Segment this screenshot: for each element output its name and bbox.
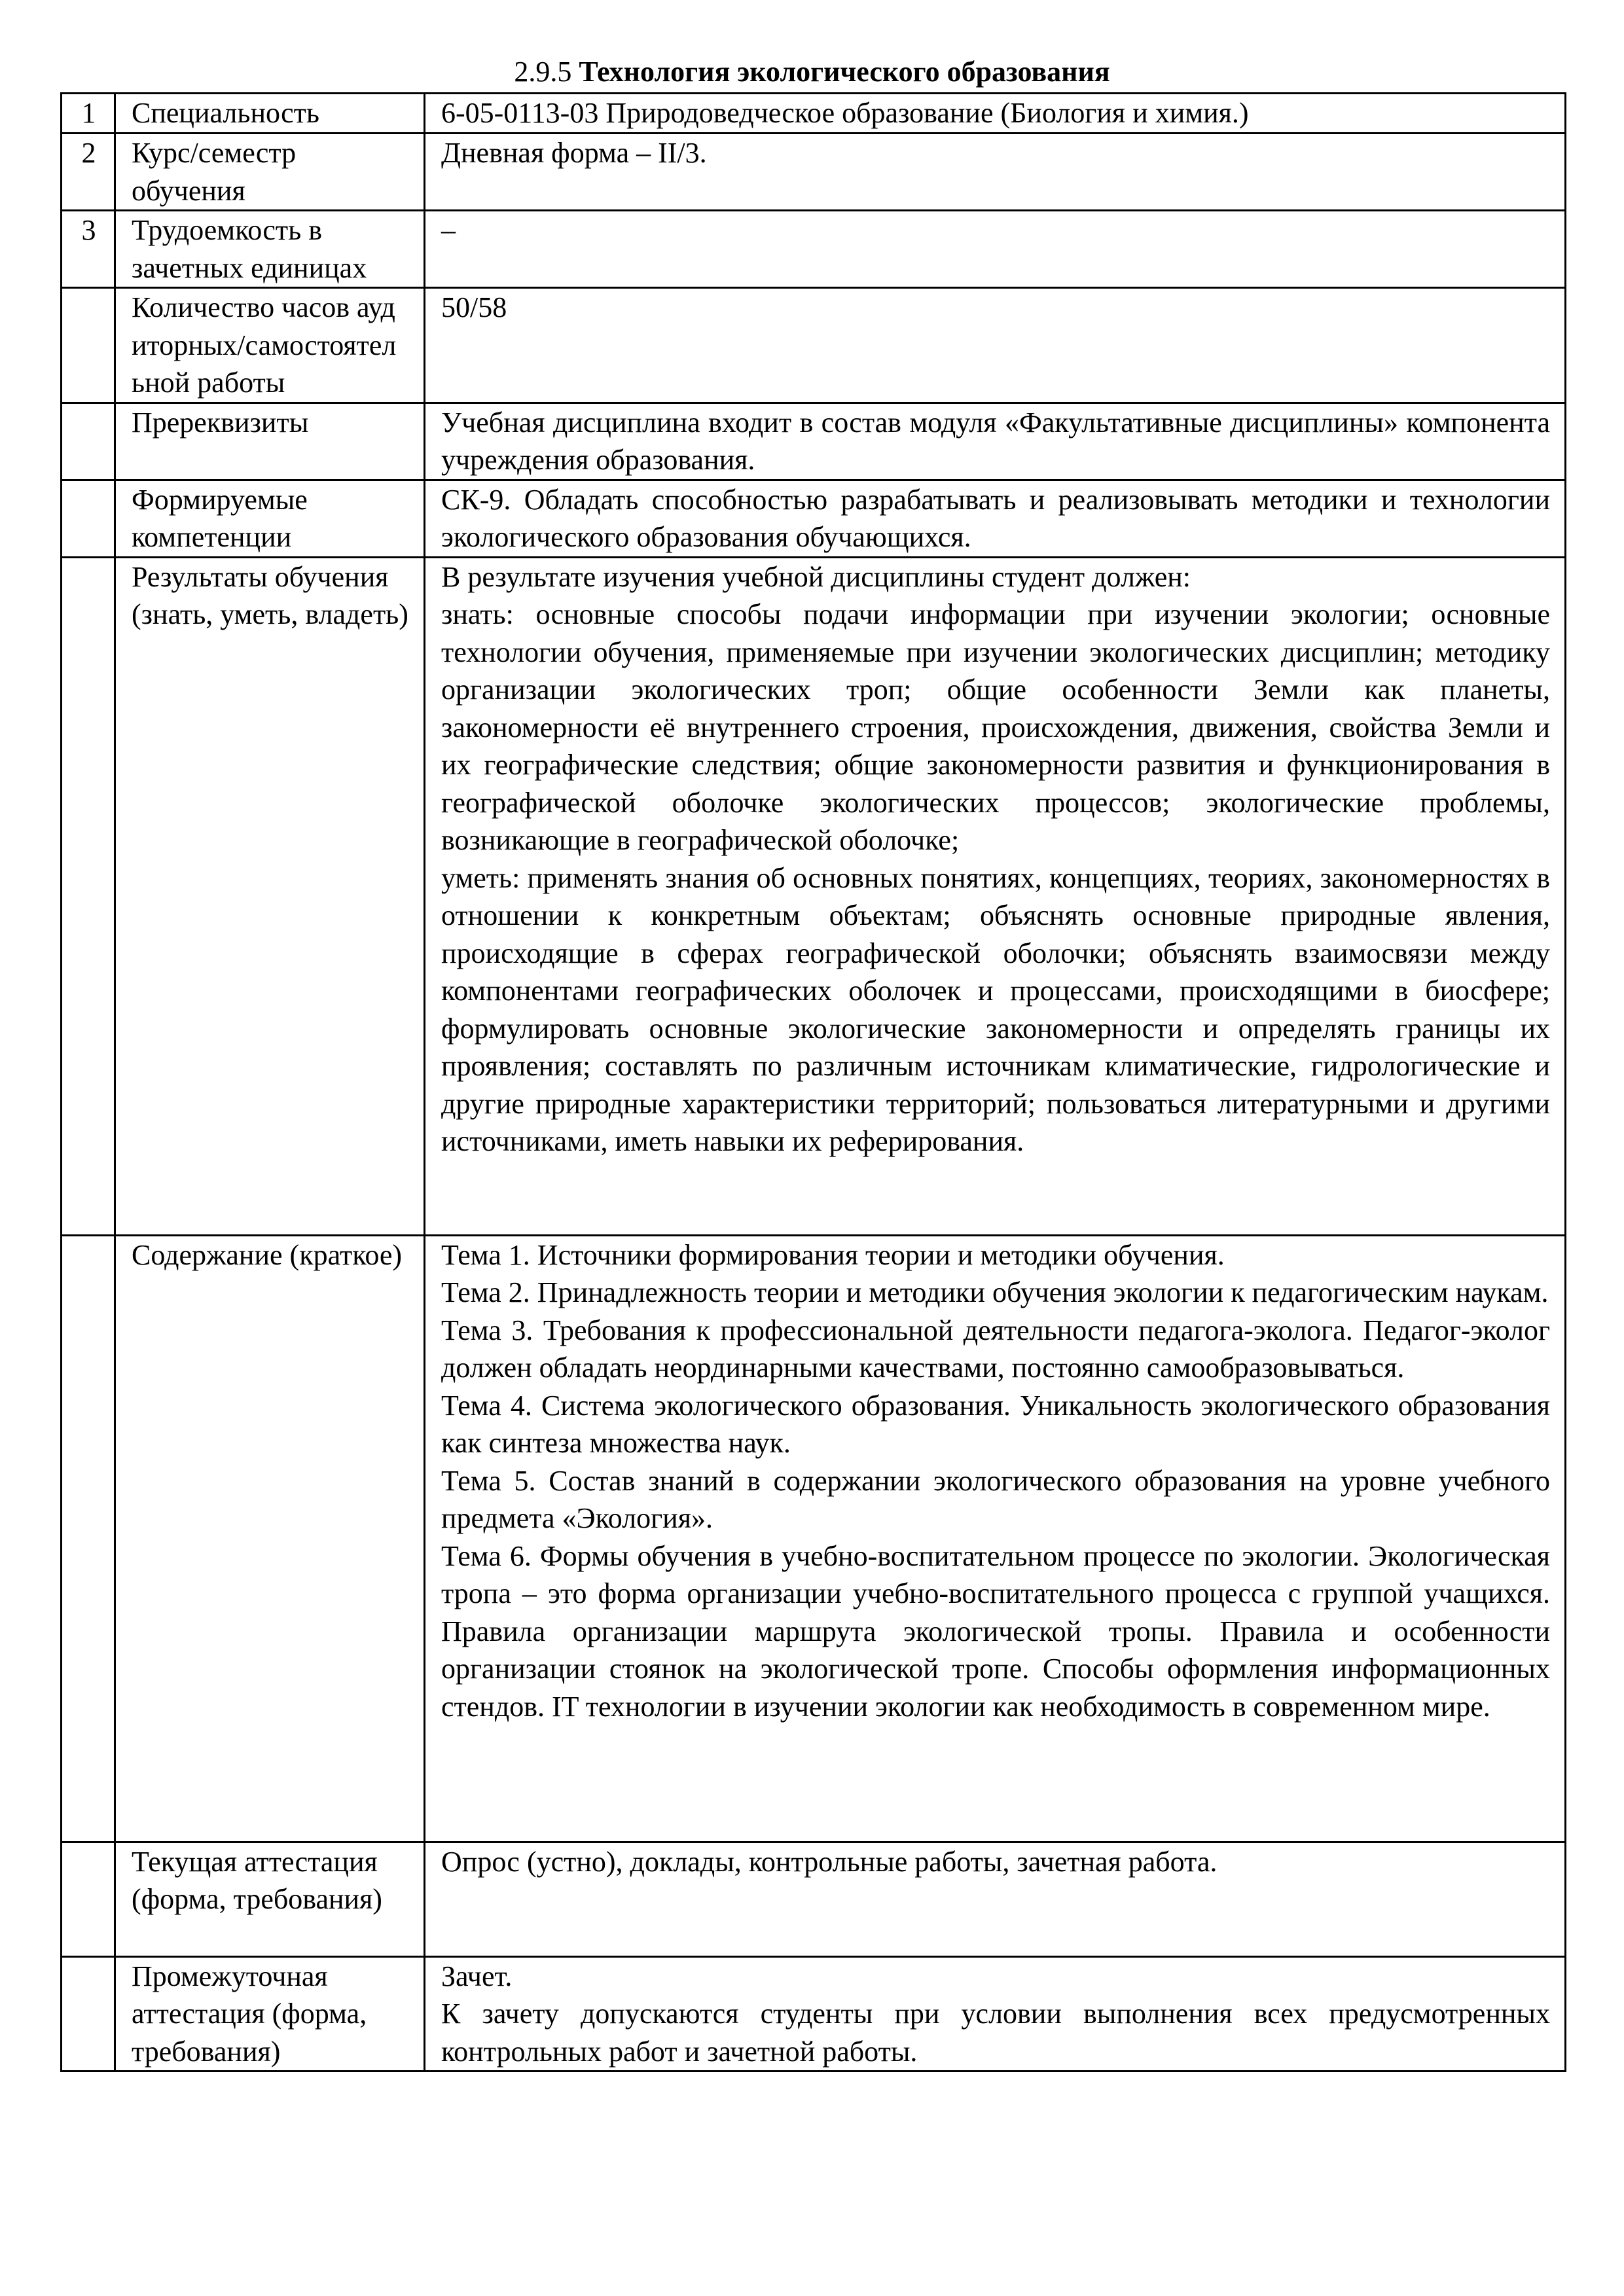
paragraph: Тема 5. Состав знаний в содержании экологического образования на уровне учебного предмета «Экология». xyxy=(441,1464,1550,1534)
row-number xyxy=(62,480,115,557)
row-label: Формируемые компетенции xyxy=(115,480,425,557)
paragraph: В результате изучения учебной дисциплины студент должен: xyxy=(441,560,1191,593)
row-value xyxy=(425,94,1566,134)
section-title: Технология экологического образования xyxy=(579,56,1110,88)
row-number xyxy=(62,403,115,480)
table-row-current-assessment xyxy=(62,1842,1566,1956)
table-row-hours xyxy=(62,288,1566,403)
paragraph: Тема 2. Принадлежность теории и методики обучения экологии к педагогическим наукам. xyxy=(441,1276,1549,1308)
row-number: 2 xyxy=(62,134,115,211)
row-value xyxy=(425,211,1566,288)
row-value xyxy=(425,1235,1566,1842)
row-label: Курс/семестр обучения xyxy=(115,134,425,211)
paragraph: уметь: применять знания об основных понятиях, концепциях, теориях, закономерностях в отношении к конкретным объектам; объяснять основные природные явления, происходящие в сферах географической оболочки; объяснять взаимосвязи между компонентами географических оболочек и процессами, происходящими в биосфере; формулировать основные экологические закономерности и определять границы их проявления; составлять по различным источникам климатические, гидрологические и другие природные характеристики территорий; пользоваться литературными и другими источниками, иметь навыки их реферирования. xyxy=(441,861,1550,1157)
table-row-content xyxy=(62,1235,1566,1842)
paragraph: Тема 4. Система экологического образования. Уникальность экологического образования как синтеза множества наук. xyxy=(441,1389,1550,1459)
row-label: Пререквизиты xyxy=(115,403,425,480)
row-value xyxy=(425,557,1566,1235)
paragraph: Дневная форма – II/3. xyxy=(441,137,707,169)
row-label: Результаты обучения (знать, уметь, владеть) xyxy=(115,557,425,1235)
row-number xyxy=(62,1842,115,1956)
row-number xyxy=(62,1235,115,1842)
row-value xyxy=(425,480,1566,557)
paragraph: Тема 1. Источники формирования теории и методики обучения. xyxy=(441,1238,1225,1271)
table-row-credits xyxy=(62,211,1566,288)
table-row-specialty xyxy=(62,94,1566,134)
row-value xyxy=(425,1842,1566,1956)
paragraph: Опрос (устно), доклады, контрольные работы, зачетная работа. xyxy=(441,1845,1218,1878)
paragraph: – xyxy=(441,214,456,246)
row-number xyxy=(62,288,115,403)
paragraph: Зачет. xyxy=(441,1960,513,1992)
row-label: Специальность xyxy=(115,94,425,134)
paragraph: К зачету допускаются студенты при условии выполнения всех предусмотренных контрольных работ и зачетной работы. xyxy=(441,1998,1550,2068)
table-row-interim-assessment xyxy=(62,1956,1566,2072)
section-number: 2.9.5 xyxy=(514,56,572,88)
row-value xyxy=(425,288,1566,403)
paragraph: Тема 3. Требования к профессиональной деятельности педагога-эколога. Педагог-эколог должен обладать неординарными качествами, постоянно самообразовываться. xyxy=(441,1314,1550,1384)
paragraph: Тема 6. Формы обучения в учебно-воспитательном процессе по экологии. Экологическая тропа – это форма организации учебно-воспитательного процесса с группой учащихся. Правила организации маршрута экологической тропы. Правила и особенности организации стоянок на экологической тропе. Способы оформления информационных стендов. IT технологии в изучении экологии как необходимость в современном мире. xyxy=(441,1539,1550,1723)
paragraph: 50/58 xyxy=(441,291,507,323)
row-number: 1 xyxy=(62,94,115,134)
paragraph: знать: основные способы подачи информации при изучении экологии; основные технологии обучения, применяемые при изучении экологических дисциплин; методику организации экологических троп; общие особенности Земли как планеты, закономерности её внутреннего строения, происхождения, движения, свойства Земли и их географические следствия; общие закономерности развития и функционирования в географической оболочке экологических процессов; экологические проблемы, возникающие в географической оболочке; xyxy=(441,598,1550,856)
row-number: 3 xyxy=(62,211,115,288)
paragraph: Учебная дисциплина входит в состав модуля «Факультативные дисциплины» компонента учреждения образования. xyxy=(441,406,1550,476)
row-label: Количество часов аудиторных/самостоятельной работы xyxy=(115,288,425,403)
row-label: Содержание (краткое) xyxy=(115,1235,425,1842)
syllabus-table xyxy=(60,92,1566,2072)
paragraph: 6-05-0113-03 Природоведческое образование (Биология и химия.) xyxy=(441,97,1249,129)
row-number xyxy=(62,1956,115,2072)
row-value xyxy=(425,403,1566,480)
row-label: Промежуточная аттестация (форма, требования) xyxy=(115,1956,425,2072)
row-label: Трудоемкость в зачетных единицах xyxy=(115,211,425,288)
table-row-competencies xyxy=(62,480,1566,557)
row-value xyxy=(425,1956,1566,2072)
row-label: Текущая аттестация (форма, требования) xyxy=(115,1842,425,1956)
row-value xyxy=(425,134,1566,211)
paragraph: СК-9. Обладать способностью разрабатывать и реализовывать методики и технологии экологического образования обучающихся. xyxy=(441,483,1550,553)
table-row-learning-outcomes xyxy=(62,557,1566,1235)
table-row-course xyxy=(62,134,1566,211)
page-title xyxy=(0,54,1624,90)
table-row-prerequisites xyxy=(62,403,1566,480)
row-number xyxy=(62,557,115,1235)
